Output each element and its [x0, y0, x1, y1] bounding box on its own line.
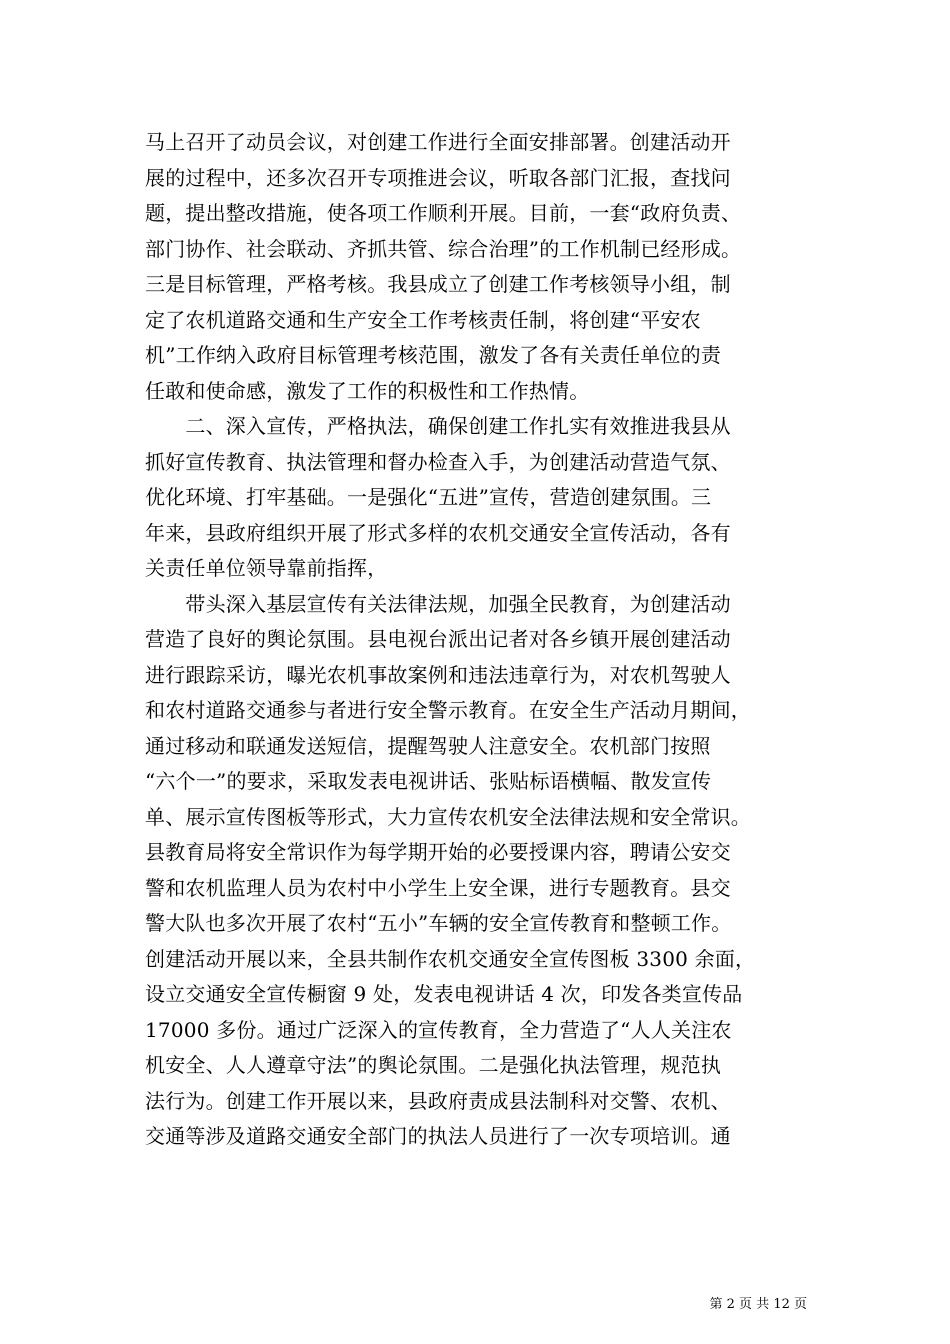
text-line: 警和农机监理人员为农村中小学生上安全课，进行专题教育。县交	[145, 875, 731, 900]
text-line: 营造了良好的舆论氛围。县电视台派出记者对各乡镇开展创建活动	[145, 627, 731, 651]
text-line: 通过移动和联通发送短信，提醒驾驶人注意安全。农机部门按照	[145, 733, 711, 758]
text-line: 带头深入基层宣传有关法律法规，加强全民教育，为创建活动	[145, 591, 731, 616]
text-line: 抓好宣传教育、执法管理和督办检查入手，为创建活动营造气氛、	[145, 449, 731, 474]
text-line: 警大队也多次开展了农村“五小”车辆的安全宣传教育和整顿工作。	[145, 911, 732, 935]
text-line: 交通等涉及道路交通安全部门的执法人员进行了一次专项培训。通	[145, 1124, 731, 1148]
text-line: 机安全、人人遵章守法”的舆论氛围。二是强化执法管理，规范执	[145, 1053, 722, 1077]
text-line: 关责任单位领导靠前指挥，	[145, 556, 388, 580]
body-text	[145, 125, 807, 1155]
text-line: 部门协作、社会联动、齐抓共管、综合治理”的工作机制已经形成。	[145, 236, 742, 261]
text-line: 三是目标管理，严格考核。我县成立了创建工作考核领导小组，制	[145, 272, 731, 296]
text-line: 17000 多份。通过广泛深入的宣传教育，全力营造了“人人关注农	[145, 1017, 732, 1042]
text-line: 法行为。创建工作开展以来，县政府责成县法制科对交警、农机、	[145, 1088, 731, 1113]
text-line: 马上召开了动员会议，对创建工作进行全面安排部署。创建活动开	[145, 130, 731, 154]
text-line: 单、展示宣传图板等形式，大力宣传农机安全法律法规和安全常识。	[145, 804, 751, 829]
text-line: 进行跟踪采访，曝光农机事故案例和违法违章行为，对农机驾驶人	[145, 662, 731, 687]
text-line: 年来，县政府组织开展了形式多样的农机交通安全宣传活动，各有	[145, 520, 731, 545]
text-line: 题，提出整改措施，使各项工作顺利开展。目前，一套“政府负责、	[145, 201, 742, 225]
text-line: 机”工作纳入政府目标管理考核范围，激发了各有关责任单位的责	[145, 343, 722, 367]
text-line: 设立交通安全宣传橱窗 9 处，发表电视讲话 4 次，印发各类宣传品	[145, 982, 743, 1006]
text-line: 优化环境、打牢基础。一是强化“五进”宣传，营造创建氛围。三	[145, 485, 712, 509]
text-line: 县教育局将安全常识作为每学期开始的必要授课内容，聘请公安交	[145, 840, 731, 864]
text-line: 定了农机道路交通和生产安全工作考核责任制，将创建“平安农	[145, 307, 701, 332]
text-line: 展的过程中，还多次召开专项推进会议，听取各部门汇报，查找问	[145, 165, 731, 190]
text-line: 创建活动开展以来，全县共制作农机交通安全宣传图板 3300 余面，	[145, 946, 756, 971]
text-line: 和农村道路交通参与者进行安全警示教育。在安全生产活动月期间，	[145, 698, 751, 722]
text-line: “六个一”的要求，采取发表电视讲话、张贴标语横幅、散发宣传	[145, 769, 712, 793]
page-number-footer: 第 2 页 共 12 页	[709, 1297, 807, 1312]
text-line: 二、深入宣传，严格执法，确保创建工作扎实有效推进我县从	[145, 414, 731, 438]
text-line: 任敢和使命感，激发了工作的积极性和工作热情。	[145, 378, 590, 403]
